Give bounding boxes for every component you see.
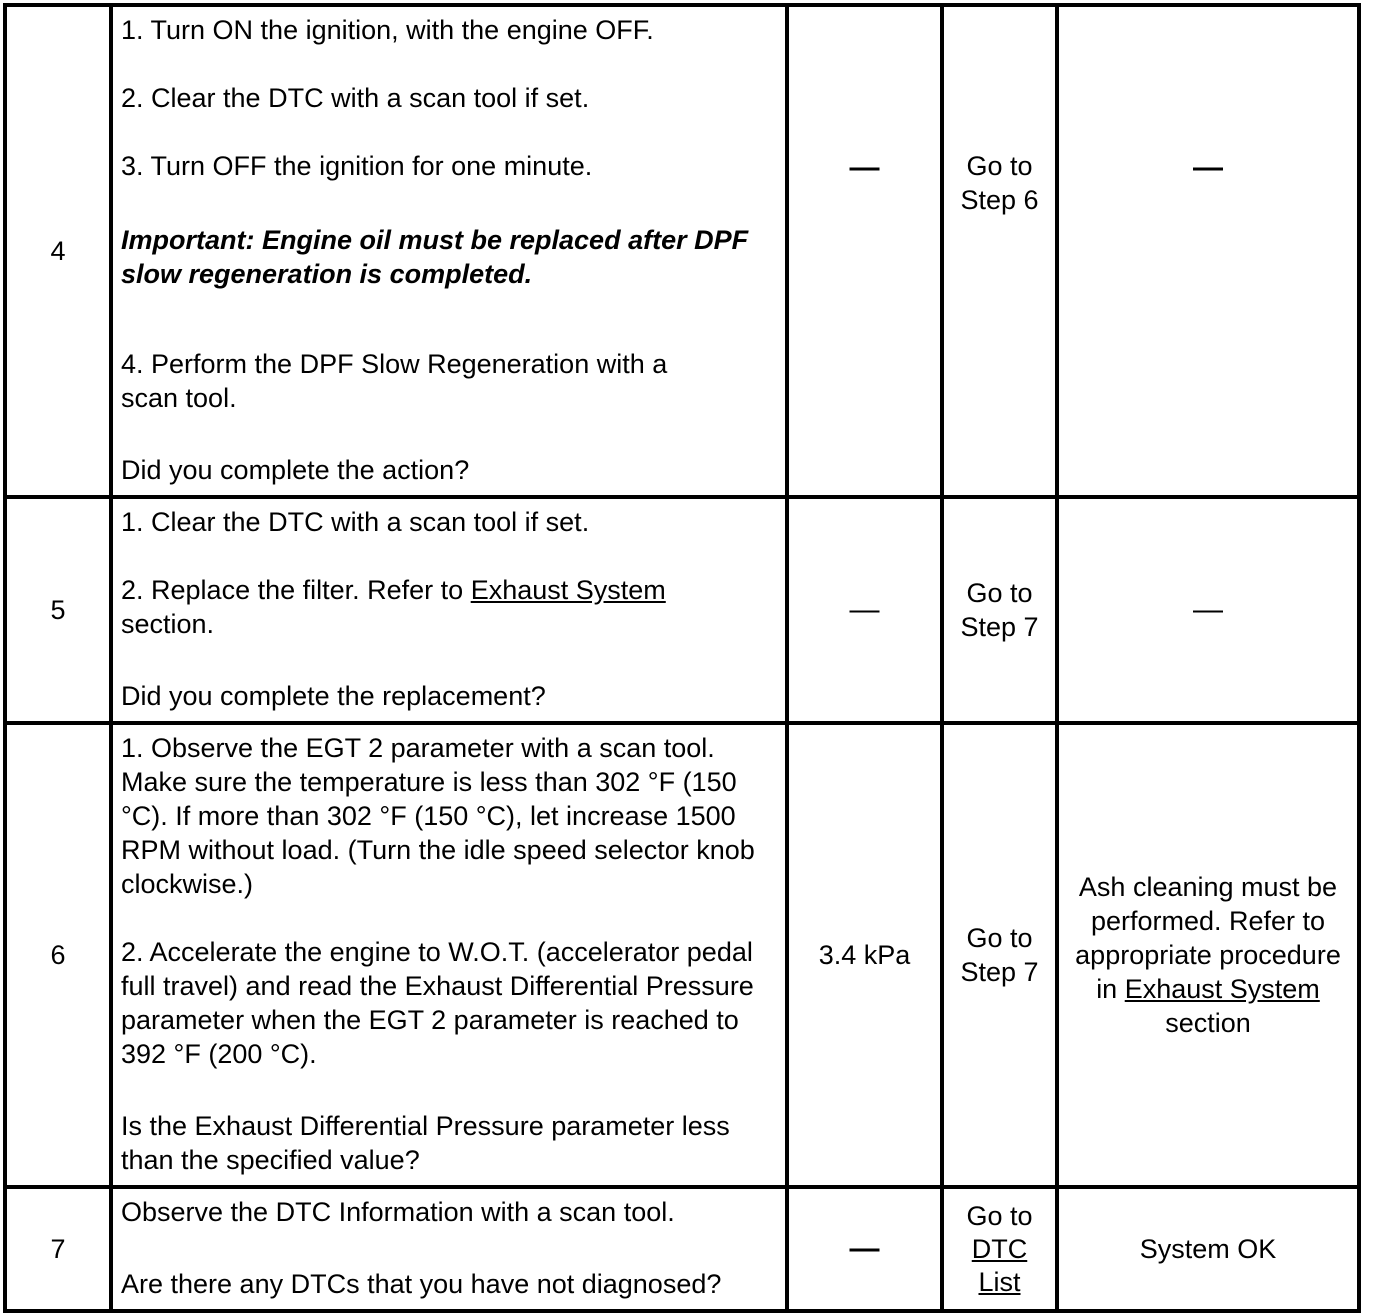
exhaust-system-link[interactable]: Exhaust System	[1124, 974, 1320, 1004]
action-text-part: 2. Replace the filter. Refer to	[121, 575, 471, 605]
diagnostic-table	[3, 3, 1361, 1313]
action-text: 4. Perform the DPF Slow Regeneration with a scan tool.	[121, 349, 668, 413]
action-cell	[111, 497, 787, 723]
no-text: System OK	[1139, 1234, 1277, 1264]
action-text: 2. Clear the DTC with a scan tool if set.	[121, 83, 590, 113]
value-cell	[787, 5, 942, 497]
exhaust-system-link[interactable]: Exhaust System	[470, 575, 666, 605]
action-text: 1. Clear the DTC with a scan tool if set.	[121, 507, 590, 537]
action-cell	[111, 723, 787, 1187]
no-cell	[1057, 5, 1359, 497]
action-cell	[111, 5, 787, 497]
no-text: —	[1193, 151, 1223, 184]
value-text: —	[849, 593, 880, 626]
step-number: 5	[5, 497, 111, 723]
action-text: Observe the DTC Information with a scan tool.	[121, 1197, 675, 1227]
action-text: 2. Accelerate the engine to W.O.T. (accelerator pedal full travel) and read the Exhaust Differential Pressure parameter when the EGT 2 parameter is reached to 392 °F (200 °C).	[121, 937, 754, 1069]
action-question: Are there any DTCs that you have not diagnosed?	[121, 1269, 722, 1299]
yes-text: Step 6	[960, 185, 1039, 215]
value-cell	[787, 497, 942, 723]
step-number: 6	[5, 723, 111, 1187]
yes-cell	[942, 723, 1057, 1187]
table-row	[5, 5, 1359, 497]
table-row	[5, 497, 1359, 723]
action-question: Did you complete the replacement?	[121, 681, 546, 711]
table-row	[5, 1187, 1359, 1311]
action-cell	[111, 1187, 787, 1311]
action-text: 1. Turn ON the ignition, with the engine OFF.	[121, 15, 654, 45]
value-text: —	[849, 151, 880, 184]
action-question: Did you complete the action?	[121, 455, 470, 485]
no-text: Ash cleaning must be performed. Refer to appropriate procedure in	[1075, 872, 1341, 1004]
yes-cell	[942, 5, 1057, 497]
yes-text: Go to	[966, 1200, 1033, 1231]
step-number: 7	[5, 1187, 111, 1311]
value-cell	[787, 723, 942, 1187]
yes-text: Go to	[966, 923, 1033, 953]
yes-text: Go to	[966, 578, 1033, 608]
yes-text: Go to	[966, 151, 1033, 181]
action-text: 3. Turn OFF the ignition for one minute.	[121, 151, 593, 181]
dtc-list-link[interactable]: DTC	[971, 1233, 1028, 1264]
yes-text: Step 7	[960, 612, 1039, 642]
value-text: —	[849, 1232, 880, 1265]
no-cell	[1057, 723, 1359, 1187]
no-text: section	[1165, 1008, 1251, 1038]
table-row	[5, 723, 1359, 1187]
no-cell	[1057, 497, 1359, 723]
yes-cell	[942, 1187, 1057, 1311]
value-text: 3.4 kPa	[818, 940, 911, 970]
important-note: Important: Engine oil must be replaced after DPF slow regeneration is completed.	[121, 225, 749, 289]
dtc-list-link[interactable]: List	[978, 1266, 1021, 1297]
action-text: 1. Observe the EGT 2 parameter with a scan tool. Make sure the temperature is less than 302 °F (150 °C). If more than 302 °F (150 °C), let increase 1500 RPM without load. (Turn the idle speed selector knob clockwise.)	[121, 733, 755, 899]
step-number: 4	[5, 5, 111, 497]
no-cell	[1057, 1187, 1359, 1311]
no-text: —	[1193, 593, 1223, 626]
action-text	[121, 573, 779, 641]
action-question: Is the Exhaust Differential Pressure parameter less than the specified value?	[121, 1111, 730, 1175]
yes-cell	[942, 497, 1057, 723]
action-text-part: section.	[121, 609, 215, 639]
yes-text: Step 7	[960, 957, 1039, 987]
value-cell	[787, 1187, 942, 1311]
